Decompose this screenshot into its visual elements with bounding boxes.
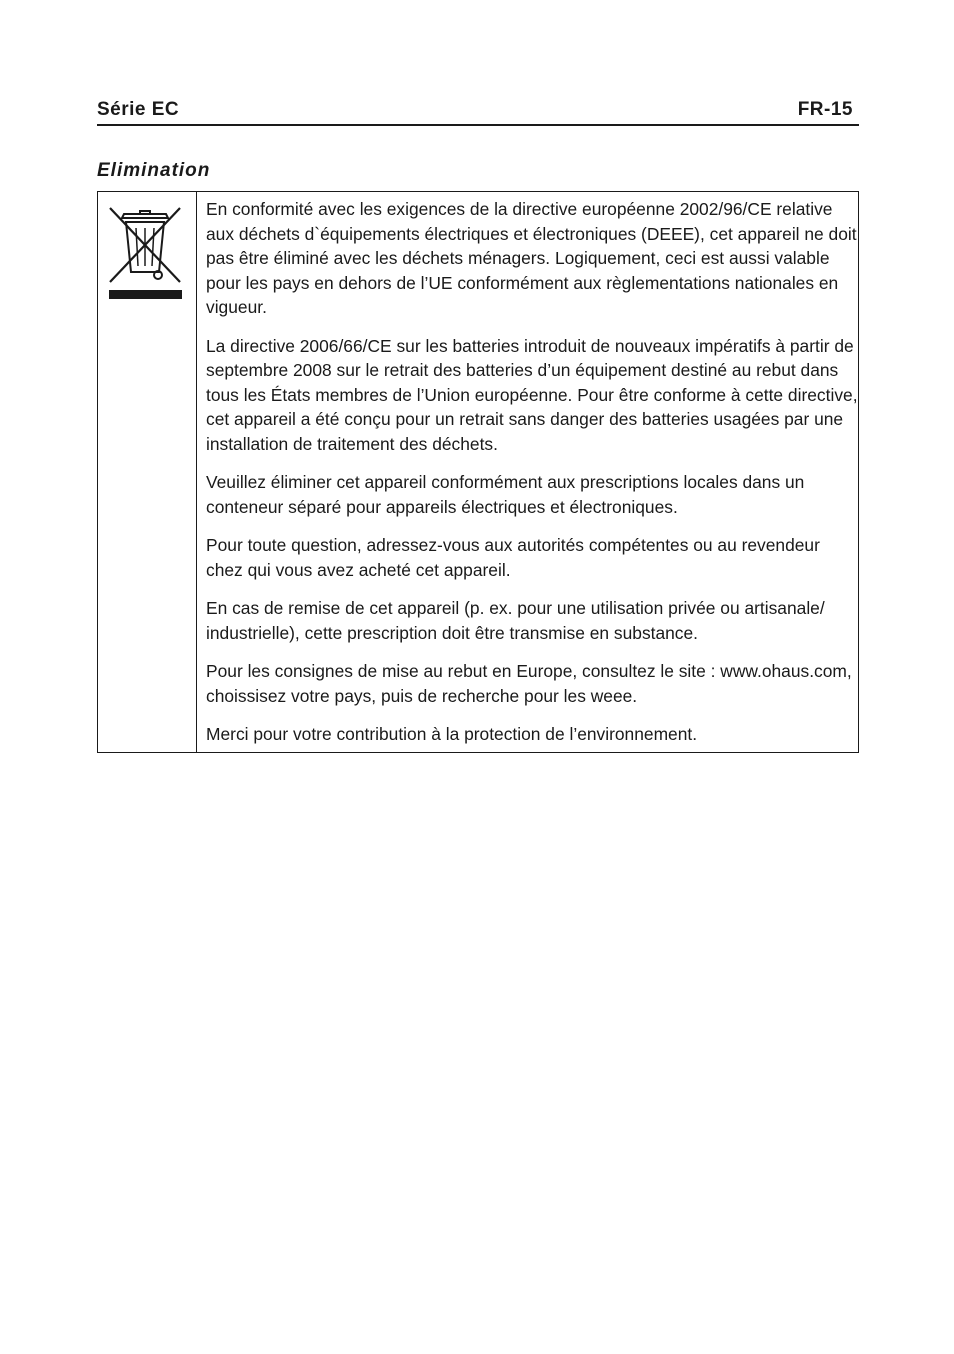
- weee-crossed-bin-icon: [108, 204, 184, 300]
- text-cell: [197, 192, 858, 752]
- paragraph-battery-directive: La directive 2006/66/CE sur les batteries introduit de nouveaux impératifs à partir de septembre 2008 sur le retrait des batteries d’un équipement destiné au rebut dans tous les États membres de l’Union européenne. Pour être conforme à cette directive, cet appareil a été conçu pour un retrait sans danger des batteries usagées par une installation de traitement des déchets.: [206, 335, 858, 454]
- paragraph-website: Pour les consignes de mise au rebut en Europe, consultez le site : www.ohaus.com, choissisez votre pays, puis de recherche pour les weee.: [206, 661, 852, 706]
- page-header: [97, 96, 859, 126]
- icon-cell: [98, 192, 197, 752]
- page-number: FR-15: [797, 99, 853, 120]
- paragraph-transfer: En cas de remise de cet appareil (p. ex. pour une utilisation privée ou artisanale/ industrielle), cette prescription doit être transmise en substance.: [206, 598, 825, 643]
- paragraph-disposal-instructions: Veuillez éliminer cet appareil conformément aux prescriptions locales dans un conteneur séparé pour appareils électriques et électroniques.: [206, 472, 805, 517]
- paragraph-weee-directive: En conformité avec les exigences de la directive européenne 2002/96/CE relative aux déchets d`équipements électriques et électroniques (DEEE), cet appareil ne doit pas être éliminé avec les déchets ménagers. Logiquement, ceci est aussi valable pour les pays en dehors de l’UE conformément aux règlementations nationales en vigueur.: [206, 199, 857, 317]
- paragraph-questions: Pour toute question, adressez-vous aux autorités compétentes ou au revendeur chez qui vous avez acheté cet appareil.: [206, 535, 820, 580]
- disposal-table: [97, 191, 859, 753]
- section-title: Elimination: [97, 160, 211, 181]
- paragraph-thanks: Merci pour votre contribution à la protection de l’environnement.: [206, 724, 698, 744]
- document-series-title: Série EC: [97, 99, 180, 120]
